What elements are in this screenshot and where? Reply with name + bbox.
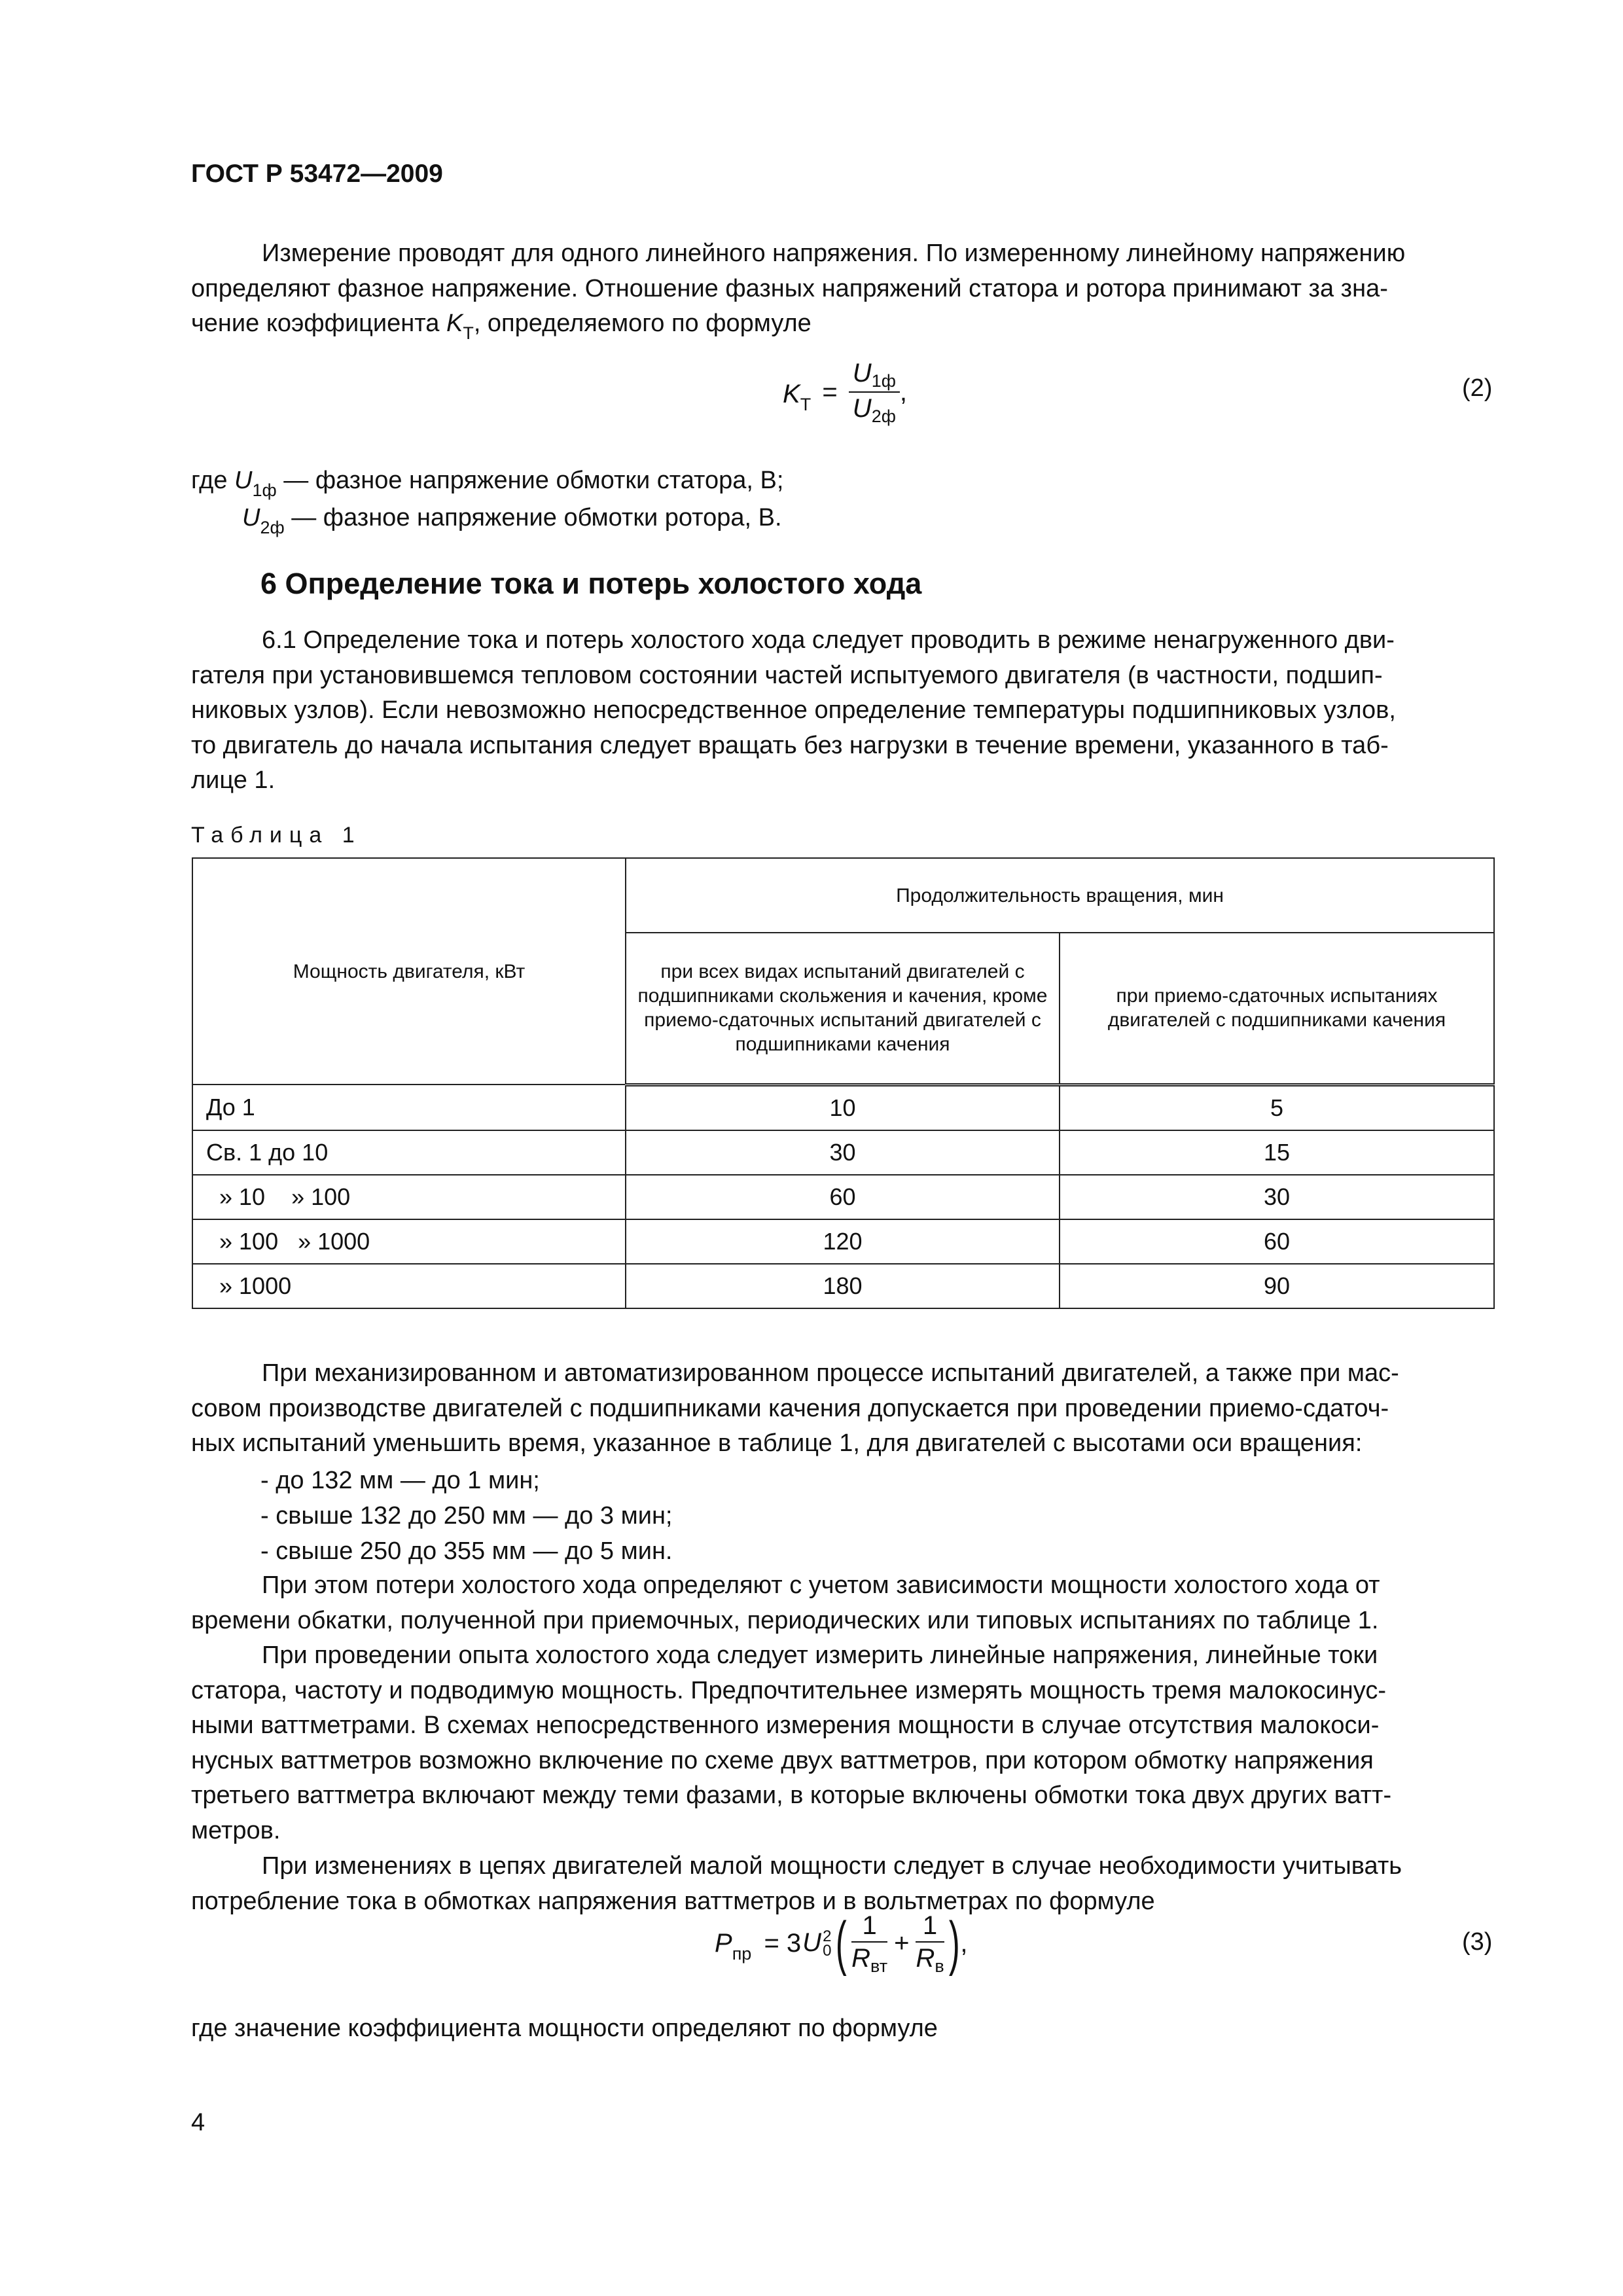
intro-paragraph	[191, 236, 1493, 344]
intro-line-1: Измерение проводят для одного линейного напряжения. По измеренному линейному напряжению	[262, 240, 1406, 267]
table-header-all-tests: при всех видах испытаний двигателей с подшипниками скольжения и качения, кроме приемо-сдаточных испытаний двигателей с подшипниками качения	[626, 933, 1060, 1085]
where-item-1: где $U_{1ф}$ — фазное напряжение обмотки статора, В;	[191, 467, 784, 500]
formula-3: $P_{пр} = 3U$ 2 0 ( $\frac{1}{R_{вт}}$ + $\frac{1}{R_в}$ ),	[715, 1910, 968, 1977]
right-paren: )	[948, 1910, 960, 1977]
formula-3-number: (3)	[1462, 1928, 1493, 1956]
formula-2-fraction: $\frac{U_{1ф}}{U_{2ф}}$	[849, 357, 900, 427]
final-line: где значение коэффициента мощности определяют по формуле	[191, 2015, 938, 2042]
formula-3-fraction-1: $\frac{1}{R_{вт}}$	[851, 1911, 888, 1976]
where-item-2: $U_{2ф}$ — фазное напряжение обмотки ротора, В.	[242, 503, 782, 537]
k-variable: K	[446, 310, 463, 337]
paragraph-after-table-3: При проведении опыта холостого хода следует измерить линейные напряжения, линейные токи статора, частоту и подводимую мощность. Предпочтительнее измерять мощность тремя малокосинус- ными ваттметрами. В схемах непосредственного измерения мощности в случае отсутствия малокоси- нусных ваттметров возможно включение по схеме двух ваттметров, при котором обмотку напряжения третьего ваттметра включают между теми фазами, в которые включены обмотки тока двух других ватт- метров.	[191, 1641, 1392, 1844]
document-header: ГОСТ Р 53472—2009	[191, 160, 443, 188]
paragraph-after-table-4: При изменениях в цепях двигателей малой мощности следует в случае необходимости учитывать потребление тока в обмотках напряжения ваттметров и в вольтметрах по формуле	[191, 1852, 1402, 1915]
paragraph-after-table-1: При механизированном и автоматизированном процессе испытаний двигателей, а также при мас- совом производстве двигателей с подшипниками качения допускается при проведении приемо-сдаточ- ных испытаний уменьшить время, указанное в таблице 1, для двигателей с высотами оси вращения:	[191, 1359, 1399, 1457]
intro-line-2: определяют фазное напряжение. Отношение фазных напряжений статора и ротора принимают за зна-	[191, 274, 1388, 302]
table-row: » 100 » 1000 120 60	[192, 1219, 1494, 1264]
table-row: » 1000 180 90	[192, 1264, 1494, 1308]
page-number: 4	[191, 2109, 205, 2136]
left-paren: (	[836, 1910, 847, 1977]
table-1	[192, 857, 1495, 1309]
table-row: Св. 1 до 10 30 15	[192, 1130, 1494, 1175]
table-row: До 1 10 5	[192, 1085, 1494, 1130]
axis-height-list	[260, 1463, 673, 1569]
list-item: - свыше 250 до 355 мм — до 5 мин.	[260, 1534, 673, 1569]
section-6-heading: 6 Определение тока и потерь холостого хода	[260, 567, 922, 600]
table-header-acceptance-tests: при приемо-сдаточных испытаниях двигателей с подшипниками качения	[1060, 933, 1494, 1085]
table-header-duration: Продолжительность вращения, мин	[626, 858, 1494, 933]
table-header-power: Мощность двигателя, кВт	[192, 858, 626, 1085]
table-1-caption: Таблица 1	[191, 823, 362, 848]
list-item: - свыше 132 до 250 мм — до 3 мин;	[260, 1498, 673, 1534]
formula-2: $K_Т$ = $\frac{U_{1ф}}{U_{2ф}}$ ,	[783, 359, 908, 426]
formula-3-fraction-2: $\frac{1}{R_в}$	[916, 1911, 944, 1976]
table-row: » 10 » 100 60 30	[192, 1175, 1494, 1219]
paragraph-6-1: 6.1 Определение тока и потерь холостого хода следует проводить в режиме ненагруженного дви- гателя при установившемся тепловом состоянии частей испытуемого двигателя (в частности, подшип- никовых узлов). Если невозможно непосредственное определение температуры подшипниковых узлов, то двигатель до начала испытания следует вращать без нагрузки в течение времени, указанного в таб- лице 1.	[191, 626, 1396, 794]
paragraph-after-table-2: При этом потери холостого хода определяют с учетом зависимости мощности холостого хода от времени обкатки, полученной при приемочных, периодических или типовых испытаниях по таблице 1.	[191, 1571, 1380, 1634]
intro-line-3: чение коэффициента $K_Т$, определяемого по формуле	[191, 310, 812, 343]
formula-2-number: (2)	[1462, 374, 1493, 402]
where-block-2	[191, 463, 1493, 537]
list-item: - до 132 мм — до 1 мин;	[260, 1463, 673, 1498]
